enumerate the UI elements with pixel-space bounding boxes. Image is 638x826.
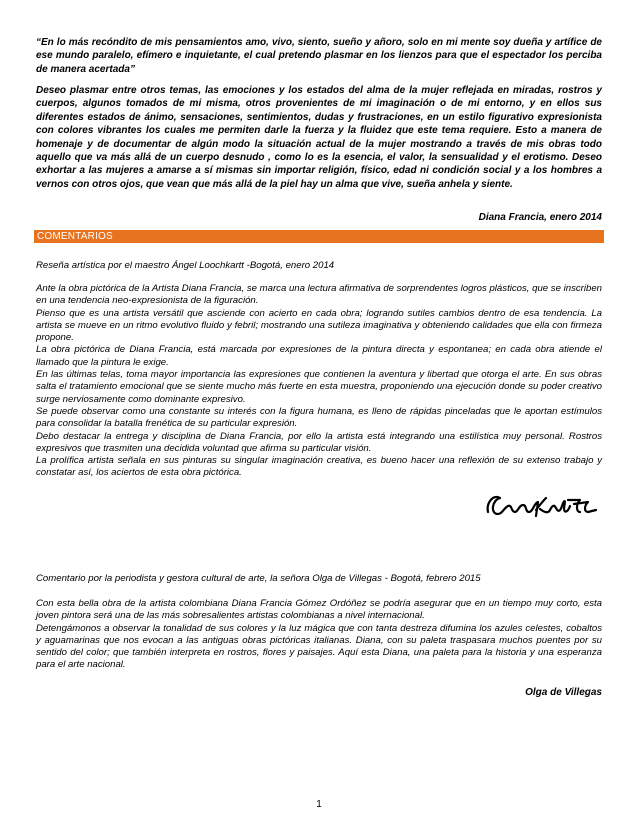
- comment-signature: Olga de Villegas: [525, 687, 602, 698]
- review-paragraph: Debo destacar la entrega y disciplina de Diana Francia, por ello la artista está integrando una estilística muy personal. Rostros expresivos que trasmiten una decidida voluntad que afirma su particular visión.: [36, 430, 602, 454]
- review-header: Reseña artística por el maestro Ángel Loochkartt -Bogotá, enero 2014: [36, 260, 335, 271]
- page-number: 1: [316, 799, 322, 810]
- section-banner-comentarios: COMENTARIOS: [34, 230, 604, 243]
- comment-paragraph: Detengámonos a observar la tonalidad de sus colores y la luz mágica que con tanta destreza difumina los azules celestes, cobaltos y aguamarinas que nos evocan a las antiguas obras pictóricas italianas. Diana, con su paleta traspasara muchos puentes por su sentido del color; que también interpreta en rostros, flores y paisajes. Aquí esta Diana, una paleta para la historia y una esperanza para el arte nacional.: [36, 622, 602, 671]
- review-paragraph: En las últimas telas, toma mayor importancia las expresiones que contienen la aventura y libertad que otorga el arte. En sus obras salta el tratamiento emocional que se siente mucho más fuerte en esta muestra, proponiendo una ejecución donde su poder creativo surge nerviosamente como dominante expresivo.: [36, 369, 602, 405]
- review-paragraph: Se puede observar como una constante su interés con la figura humana, es lleno de rápidas pinceladas que le aportan estímulos para consolidar la batalla frenética de su particular expresión.: [36, 405, 602, 430]
- comment-paragraph: Con esta bella obra de la artista colombiana Diana Francia Gómez Ordóñez se podría asegurar que en un tiempo muy corto, esta joven pintora será una de las más sobresalientes artistas colombianas a nivel internacional.: [36, 598, 602, 622]
- artist-statement: Deseo plasmar entre otros temas, las emociones y los estados del alma de la mujer reflejada en miradas, rostros y cuerpos, algunos tomados de mi misma, otros provenientes de mi imaginación o de mi entorno, y en ellos sus diferentes estados de ánimo, sensaciones, sentimientos, dudas y frustraciones, en un estilo figurativo expresionista con colores vibrantes los cuales me permiten darle la fuerza y la fluidez que este tema requiere. Esto a manera de homenaje y de documentar de algún modo la situación actual de la mujer mostrando a través de mis obras todo aquello que va más allá de un cuerpo desnudo , como lo es la esencia, el valor, la sensualidad y el erotismo. Deseo exhortar a las mujeres a amarse a sí mismas sin importar religión, físico, edad ni condición social y a los hombres a vernos con otros ojos, que vean que más allá de la piel hay un alma que vive, sueña anhela y siente.: [36, 85, 602, 190]
- comment-body: [36, 598, 602, 672]
- review-body: [36, 283, 602, 480]
- statement-signature: Diana Francia, enero 2014: [478, 212, 602, 223]
- comment-header: Comentario por la periodista y gestora cultural de arte, la señora Olga de Villegas - Bogotá, febrero 2015: [36, 573, 481, 584]
- review-paragraph: La obra pictórica de Diana Francia, está marcada por expresiones de la pintura directa y espontanea; en cada obra atiende el llamado que la pintura le exige.: [36, 344, 602, 368]
- review-paragraph: La prolífica artista señala en sus pinturas su singular imaginación creativa, es bueno hacer una reflexión de su extenso trabajo y constatar así, los aciertos de esta obra pictórica.: [36, 455, 602, 479]
- review-paragraph: Pienso que es una artista versátil que asciende con acierto en cada obra; logrando sutiles cambios dentro de esa tendencia. La artista se mueve en un ritmo evolutivo fluido y febril; mostrando una sutileza imaginativa y obteniendo calidades que ella con firmeza propone.: [36, 307, 602, 344]
- handwritten-signature-image: [484, 490, 600, 520]
- review-paragraph: Ante la obra pictórica de la Artista Diana Francia, se marca una lectura afirmativa de sorprendentes logros plásticos, que se inscriben en una tendencia neo-expresionista de la figuración.: [36, 283, 602, 307]
- artist-quote: “En lo más recóndito de mis pensamientos amo, vivo, siento, sueño y añoro, solo en mi mente soy dueña y artífice de ese mundo paralelo, efímero e inquietante, el cual pretendo plasmar en los lienzos para que el espectador los perciba de manera acertada”: [36, 37, 602, 75]
